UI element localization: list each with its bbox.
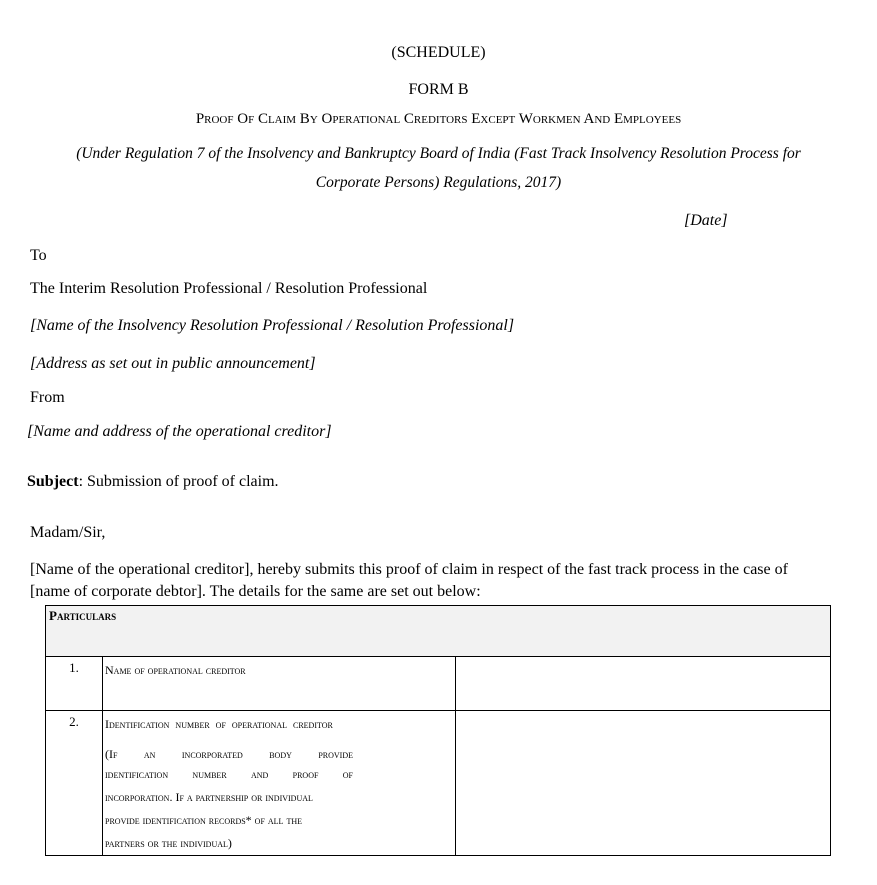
row-number: 2. <box>46 711 103 856</box>
sender-name-address: [Name and address of the operational creditor] <box>27 423 332 440</box>
row-note-line: partners or the individual) <box>105 836 232 850</box>
subject-label: Subject <box>27 473 79 490</box>
recipient-name: [Name of the Insolvency Resolution Professional / Resolution Professional] <box>30 317 515 334</box>
form-title: Proof Of Claim By Operational Creditors Except Workmen And Employees <box>195 111 682 127</box>
recipient-address: [Address as set out in public announcement] <box>30 355 316 372</box>
form-name: FORM B <box>408 81 469 98</box>
row-label <box>103 657 456 711</box>
row-value-cell[interactable] <box>456 711 831 856</box>
body-line-2: [name of corporate debtor]. The details for the same are set out below: <box>30 583 481 600</box>
particulars-table <box>45 605 831 856</box>
row-note-line: (If an incorporated body provide <box>105 747 353 761</box>
row-label-text: Name of operational creditor <box>105 663 246 677</box>
regulation-line-1: (Under Regulation 7 of the Insolvency and Bankruptcy Board of India (Fast Track Insolvency Resolution Process for <box>76 145 801 162</box>
row-label-text: Identification number of operational creditor <box>105 717 333 731</box>
table-row <box>46 711 831 856</box>
row-label <box>103 711 456 856</box>
row-note-line: incorporation. If a partnership or individual <box>105 790 313 804</box>
row-note-line: identification number and proof of <box>105 767 353 781</box>
from-label: From <box>30 389 65 406</box>
subject-text: : Submission of proof of claim. <box>78 473 279 490</box>
table-row <box>46 657 831 711</box>
row-note-line: provide identification records* of all the <box>105 813 302 827</box>
regulation-line-2: Corporate Persons) Regulations, 2017) <box>315 174 562 191</box>
salutation: Madam/Sir, <box>30 524 106 541</box>
body-line-1: [Name of the operational creditor], hereby submits this proof of claim in respect of the fast track process in the case of <box>30 561 788 578</box>
schedule-heading: (SCHEDULE) <box>391 44 486 61</box>
row-number: 1. <box>46 657 103 711</box>
recipient-title: The Interim Resolution Professional / Resolution Professional <box>30 280 428 297</box>
row-value-cell[interactable] <box>456 657 831 711</box>
date-placeholder: [Date] <box>684 212 728 229</box>
to-label: To <box>30 247 47 264</box>
table-header: Particulars <box>46 606 831 657</box>
subject-line <box>27 473 279 491</box>
